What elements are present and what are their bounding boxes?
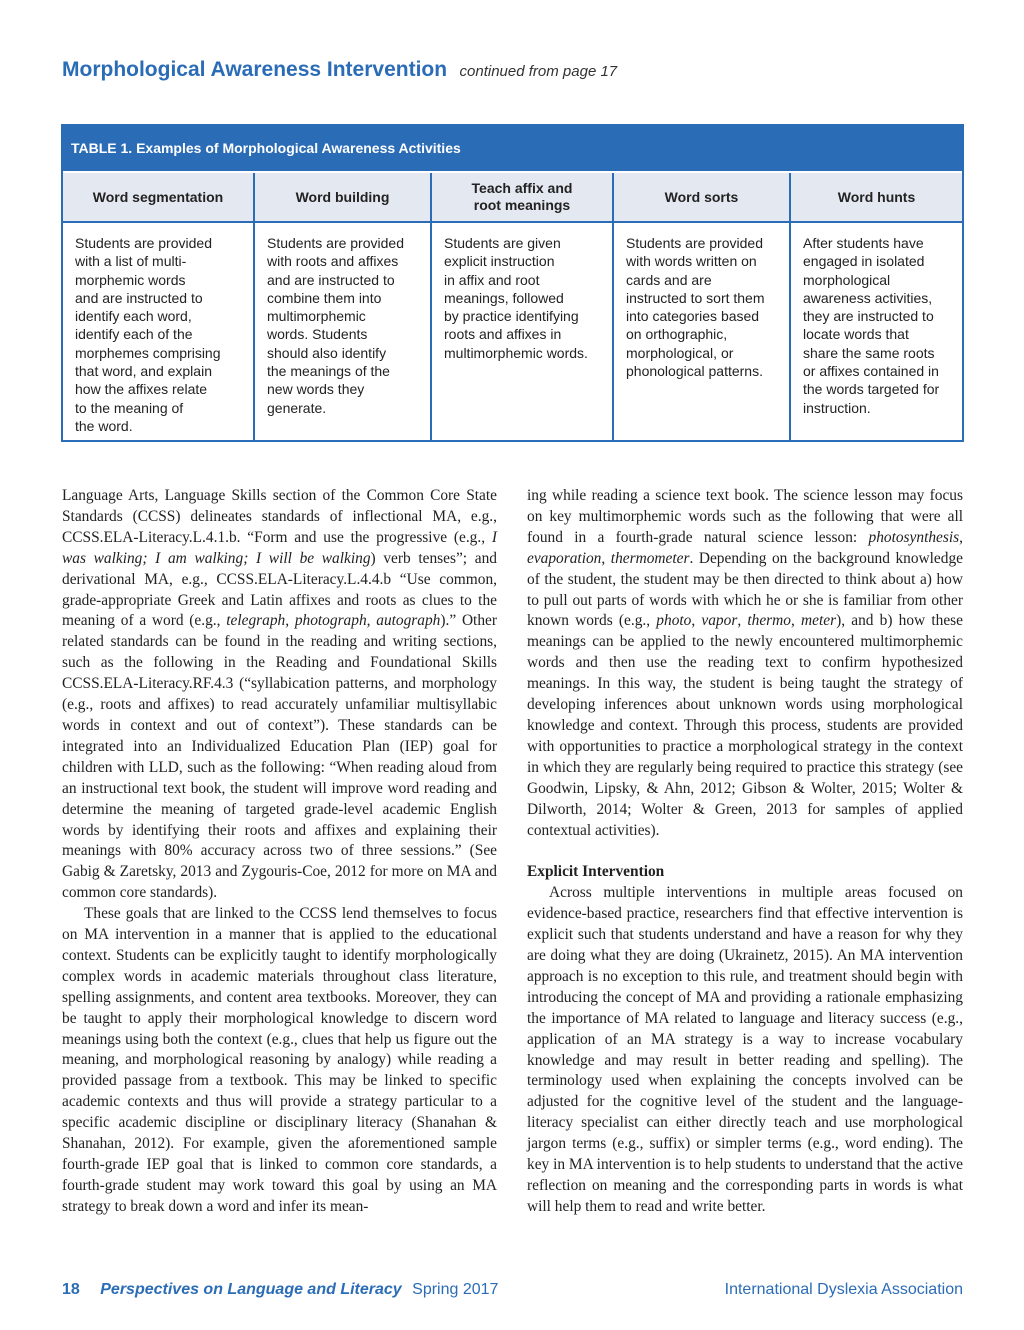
column-body: Students are provided with roots and affixes and are instructed to combine them into multimorphemic words. Students should also identify the meanings of the new words they generate. <box>267 235 404 416</box>
column-header: Word building <box>255 173 430 223</box>
table-column-word-sorts <box>614 173 791 440</box>
section-heading: Explicit Intervention <box>527 863 665 881</box>
table-column-affix-root-meanings <box>432 173 614 440</box>
paragraph: These goals that are linked to the CCSS lend themselves to focus on MA intervention in a manner that is applied to the educational context. Students can be explicitly taught to identify morphologically complex words in academic materials throughout class literature, spelling assignments, and content area textbooks. Moreover, they can be taught to apply their morphological knowledge to discern word meanings using both the context (e.g., clues that help us figure out the meaning, and morphological reasoning by analogy) while reading a provided passage from a textbook. This may be linked to specific academic contexts and thus will provide a strategy particular to a specific academic discipline or disciplinary literacy (Shanahan & Shanahan, 2012). For example, given the aforementioned sample fourth-grade IEP goal that is linked to common core standards, a fourth-grade student may work toward this goal by using an MA strategy to break down a word and infer its mean- <box>62 905 497 1215</box>
table-column-word-hunts <box>791 173 962 440</box>
column-header: Word sorts <box>614 173 789 223</box>
table-title: TABLE 1. Examples of Morphological Awareness Activities <box>63 126 962 171</box>
column-body: Students are provided with a list of multi- morphemic words and are instructed to identify each word, identify each of the morphemes comprising that word, and explain how the affixes relate to the meaning of the word. <box>75 235 221 434</box>
paragraph: ing while reading a science text book. The science lesson may focus on key multimorphemic words such as the following that were all found in a fourth-grade natural science lesson: photosynthesis, evaporation, thermometer. Depending on the background knowledge of the student, the student may be then directed to think about a) how to pull out parts of words with which he or she is familiar from other known words (e.g., photo, vapor, thermo, meter), and b) how these meanings can be applied to the newly encountered multimorphemic words and then use the reading text to confirm hypothesized meanings. In this way, the student is being taught the strategy of developing inferences about unknown words using morphological knowledge and context. Through this process, students are provided with opportunities to practice a morphological strategy in the context in which they are regularly being required to practice this strategy (see Goodwin, Lipsky, & Ahn, 2012; Gibson & Wolter, 2015; Wolter & Dilworth, 2014; Wolter & Green, 2013 for samples of applied contextual activities). <box>527 487 963 839</box>
column-body: Students are given explicit instruction in affix and root meanings, followed by practice identifying roots and affixes in multimorphemic words. <box>444 235 588 361</box>
right-text-column <box>527 486 963 1218</box>
journal-name: Perspectives on Language and Literacy <box>100 1281 402 1298</box>
left-text-column <box>62 486 497 1218</box>
page-header <box>62 58 617 82</box>
paragraph: Across multiple interventions in multiple areas focused on evidence-based practice, researchers find that effective intervention is explicit such that students understand and have a reason for why they are doing what they are doing (Ukrainetz, 2015). An MA intervention approach is no exception to this rule, and treatment should begin with introducing the concept of MA and providing a rationale emphasizing the importance of MA related to language and literacy success (e.g., application of an MA strategy is a way to increase vocabulary knowledge and may result in better reading and spelling). The terminology used when explaining the concepts involved can be adjusted for the cognitive level of the student and the language-literacy specialist can either directly teach and use morphological jargon terms (e.g., suffix) or simpler terms (e.g., word ending). The key in MA intervention is to help students to understand that the active reflection on meaning and the corresponding parts in words is what will help them to read and write better. <box>527 884 963 1215</box>
organization-name: International Dyslexia Association <box>724 1281 963 1298</box>
column-header: Word hunts <box>791 173 962 223</box>
table-column-word-building <box>255 173 432 440</box>
page-footer <box>62 1281 963 1299</box>
paragraph: Language Arts, Language Skills section of the Common Core State Standards (CCSS) delineates standards of inflectional MA, e.g., CCSS.ELA-Literacy.L.4.1.b. “Form and use the progressive (e.g., I was walking; I am walking; I will be walking) verb tenses”; and derivational MA, e.g., CCSS.ELA-Literacy.L.4.4.b “Use common, grade-appropriate Greek and Latin affixes and roots as clues to the meaning of a word (e.g., telegraph, photograph, autograph).” Other related standards can be found in the reading and writing sections, such as the following in the Reading and Foundational Skills CCSS.ELA-Literacy.RF.4.3 (“syllabication patterns, and morphology (e.g., roots and affixes) to read accurately unfamiliar multisyllabic words in context and out of context”). These standards can be integrated into an Individualized Education Plan (IEP) goal for children with LLD, such as the following: “When reading aloud from an instructional text book, the student will improve word reading and determine the meaning of targeted grade-level academic English words by identifying their roots and affixes and explaining their meanings with 80% accuracy across two of three sessions.” (See Gabig & Zaretsky, 2013 and Zygouris-Coe, 2012 for more on MA and common core standards). <box>62 487 497 902</box>
issue-season: Spring 2017 <box>412 1281 499 1298</box>
table-column-word-segmentation <box>63 173 255 440</box>
activities-table <box>61 124 964 442</box>
article-title: Morphological Awareness Intervention <box>62 58 448 81</box>
page-number: 18 <box>62 1281 80 1298</box>
column-body: Students are provided with words written on cards and are instructed to sort them into categories based on orthographic, morphological, or phonological patterns. <box>626 235 765 380</box>
column-body: After students have engaged in isolated morphological awareness activities, they are instructed to locate words that share the same roots or affixes contained in the words targeted for instruction. <box>803 235 940 416</box>
continued-note: continued from page 17 <box>459 63 618 80</box>
column-header: Teach affix and root meanings <box>432 173 612 223</box>
column-header: Word segmentation <box>63 173 253 223</box>
